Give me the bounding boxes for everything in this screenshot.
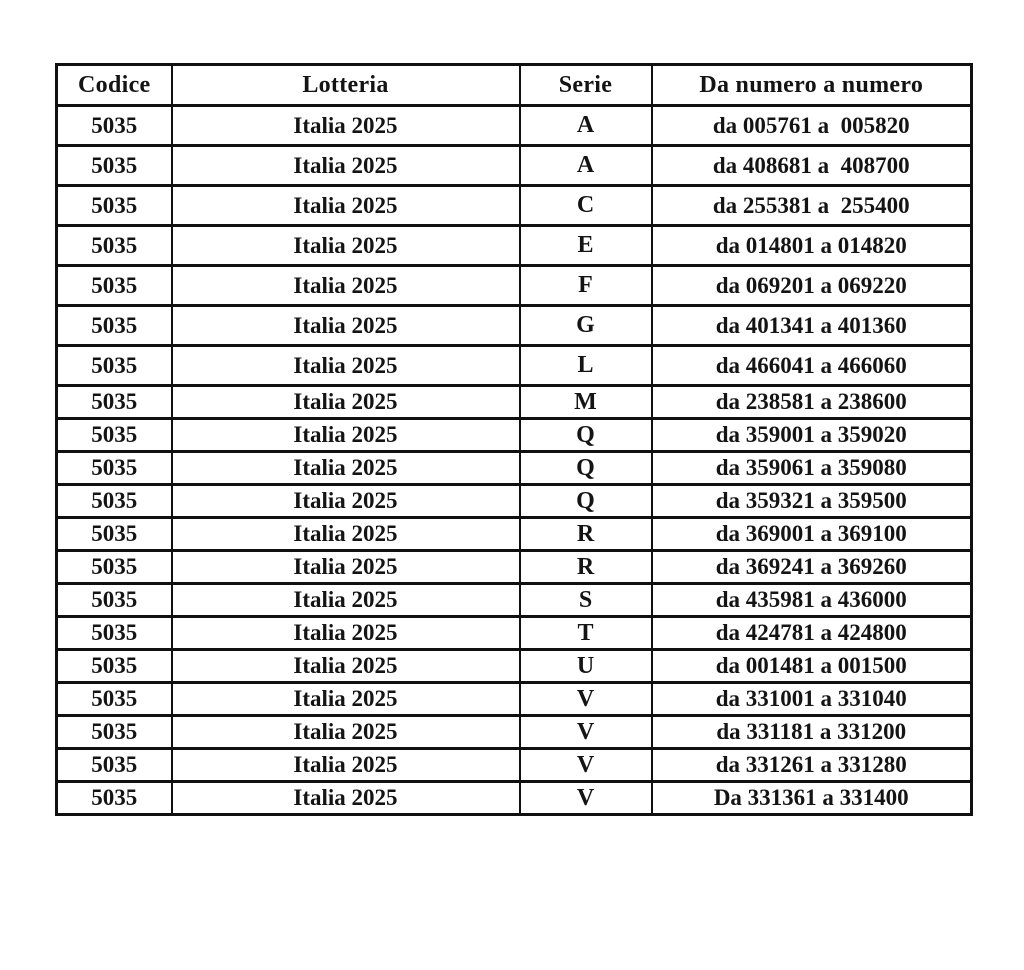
cell-serie: Q (520, 419, 652, 452)
cell-range: da 005761 a 005820 (652, 106, 972, 146)
cell-codice: 5035 (57, 419, 172, 452)
cell-range: da 001481 a 001500 (652, 650, 972, 683)
cell-codice: 5035 (57, 683, 172, 716)
table-row (57, 584, 972, 617)
cell-lotteria: Italia 2025 (172, 452, 520, 485)
cell-lotteria: Italia 2025 (172, 749, 520, 782)
cell-codice: 5035 (57, 226, 172, 266)
header-serie: Serie (520, 65, 652, 106)
table-row (57, 106, 972, 146)
cell-range: da 401341 a 401360 (652, 306, 972, 346)
table-row (57, 306, 972, 346)
cell-serie: S (520, 584, 652, 617)
cell-codice: 5035 (57, 186, 172, 226)
cell-serie: V (520, 683, 652, 716)
cell-codice: 5035 (57, 749, 172, 782)
cell-codice: 5035 (57, 266, 172, 306)
cell-codice: 5035 (57, 551, 172, 584)
header-range: Da numero a numero (652, 65, 972, 106)
cell-serie: C (520, 186, 652, 226)
cell-codice: 5035 (57, 106, 172, 146)
cell-range: da 466041 a 466060 (652, 346, 972, 386)
table-row (57, 186, 972, 226)
cell-range: da 069201 a 069220 (652, 266, 972, 306)
cell-serie: R (520, 551, 652, 584)
cell-range: da 014801 a 014820 (652, 226, 972, 266)
cell-range: da 331181 a 331200 (652, 716, 972, 749)
cell-lotteria: Italia 2025 (172, 106, 520, 146)
cell-lotteria: Italia 2025 (172, 485, 520, 518)
table-row (57, 650, 972, 683)
cell-codice: 5035 (57, 386, 172, 419)
table-row (57, 226, 972, 266)
cell-lotteria: Italia 2025 (172, 683, 520, 716)
cell-codice: 5035 (57, 716, 172, 749)
cell-lotteria: Italia 2025 (172, 551, 520, 584)
cell-lotteria: Italia 2025 (172, 584, 520, 617)
cell-serie: E (520, 226, 652, 266)
cell-range: da 408681 a 408700 (652, 146, 972, 186)
table-row (57, 146, 972, 186)
cell-codice: 5035 (57, 346, 172, 386)
cell-codice: 5035 (57, 306, 172, 346)
cell-lotteria: Italia 2025 (172, 266, 520, 306)
cell-lotteria: Italia 2025 (172, 650, 520, 683)
cell-range: da 435981 a 436000 (652, 584, 972, 617)
cell-serie: A (520, 106, 652, 146)
cell-range: da 359061 a 359080 (652, 452, 972, 485)
table-row (57, 716, 972, 749)
cell-range: da 424781 a 424800 (652, 617, 972, 650)
cell-lotteria: Italia 2025 (172, 419, 520, 452)
cell-lotteria: Italia 2025 (172, 716, 520, 749)
cell-lotteria: Italia 2025 (172, 306, 520, 346)
lottery-table (55, 63, 973, 816)
cell-serie: U (520, 650, 652, 683)
table-row (57, 782, 972, 815)
cell-serie: G (520, 306, 652, 346)
cell-range: da 331261 a 331280 (652, 749, 972, 782)
cell-range: da 369001 a 369100 (652, 518, 972, 551)
cell-range: da 359321 a 359500 (652, 485, 972, 518)
table-row (57, 419, 972, 452)
cell-codice: 5035 (57, 782, 172, 815)
cell-lotteria: Italia 2025 (172, 186, 520, 226)
table-row (57, 683, 972, 716)
cell-codice: 5035 (57, 584, 172, 617)
cell-serie: V (520, 749, 652, 782)
cell-lotteria: Italia 2025 (172, 226, 520, 266)
table-row (57, 485, 972, 518)
cell-codice: 5035 (57, 650, 172, 683)
lottery-series-document (55, 63, 970, 816)
cell-serie: V (520, 716, 652, 749)
cell-range: Da 331361 a 331400 (652, 782, 972, 815)
cell-codice: 5035 (57, 452, 172, 485)
cell-codice: 5035 (57, 518, 172, 551)
cell-serie: A (520, 146, 652, 186)
cell-lotteria: Italia 2025 (172, 146, 520, 186)
cell-range: da 255381 a 255400 (652, 186, 972, 226)
cell-serie: V (520, 782, 652, 815)
table-row (57, 749, 972, 782)
cell-serie: Q (520, 485, 652, 518)
cell-serie: L (520, 346, 652, 386)
table-row (57, 617, 972, 650)
table-row (57, 346, 972, 386)
header-codice: Codice (57, 65, 172, 106)
cell-lotteria: Italia 2025 (172, 617, 520, 650)
table-row (57, 551, 972, 584)
table-body (57, 106, 972, 815)
cell-codice: 5035 (57, 485, 172, 518)
cell-serie: M (520, 386, 652, 419)
cell-lotteria: Italia 2025 (172, 346, 520, 386)
table-row (57, 266, 972, 306)
cell-codice: 5035 (57, 146, 172, 186)
cell-range: da 369241 a 369260 (652, 551, 972, 584)
cell-range: da 238581 a 238600 (652, 386, 972, 419)
header-lotteria: Lotteria (172, 65, 520, 106)
cell-serie: T (520, 617, 652, 650)
cell-range: da 331001 a 331040 (652, 683, 972, 716)
table-header-row (57, 65, 972, 106)
cell-lotteria: Italia 2025 (172, 782, 520, 815)
cell-range: da 359001 a 359020 (652, 419, 972, 452)
table-row (57, 518, 972, 551)
cell-codice: 5035 (57, 617, 172, 650)
cell-lotteria: Italia 2025 (172, 386, 520, 419)
table-row (57, 452, 972, 485)
cell-serie: R (520, 518, 652, 551)
cell-serie: F (520, 266, 652, 306)
cell-lotteria: Italia 2025 (172, 518, 520, 551)
cell-serie: Q (520, 452, 652, 485)
table-row (57, 386, 972, 419)
